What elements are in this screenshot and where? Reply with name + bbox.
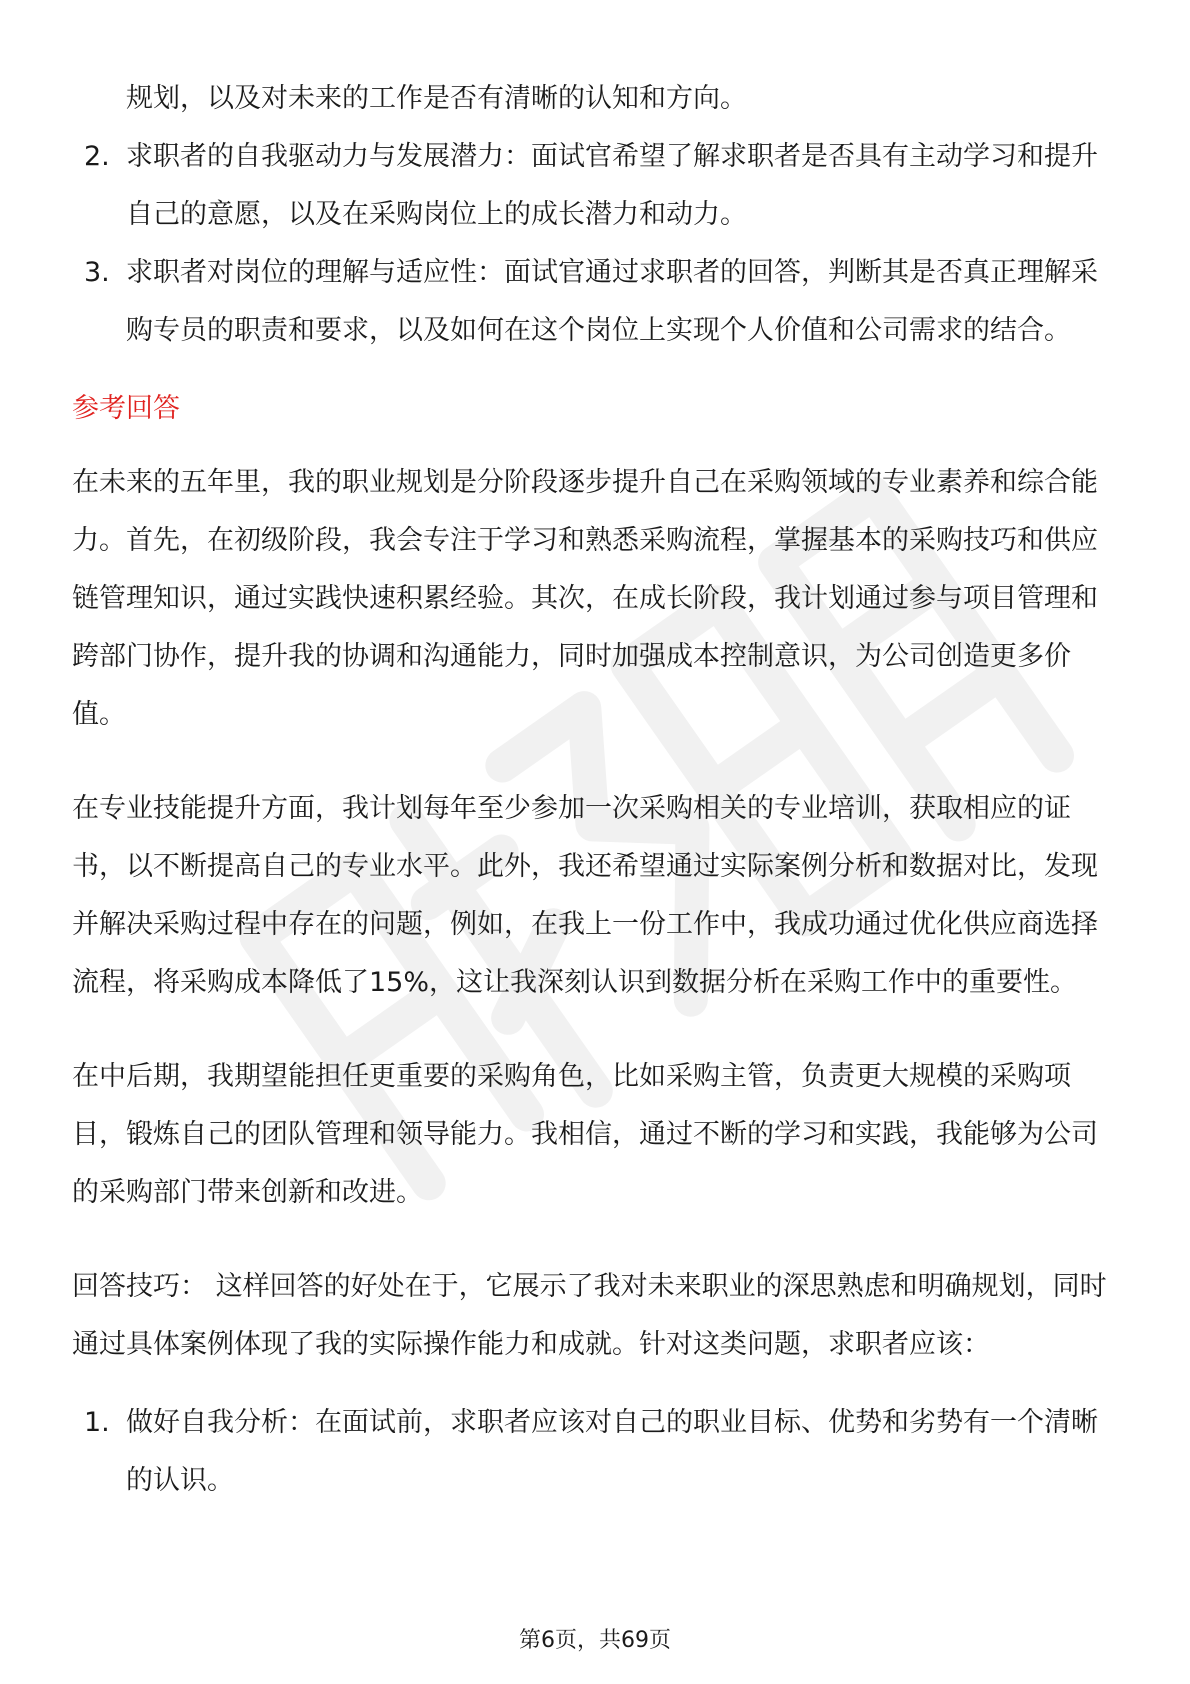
list-item-number: 1. xyxy=(84,1407,110,1438)
answer-paragraph: 在未来的五年里，我的职业规划是分阶段逐步提升自己在采购领域的专业素养和综合能力。首先，在初级阶段，我会专注于学习和熟悉采购流程，掌握基本的采购技巧和供应链管理知识，通过实践快速积累经验。其次，在成长阶段，我计划通过参与项目管理和跨部门协作，提升我的协调和沟通能力，同时加强成本控制意识，为公司创造更多价值。 xyxy=(72,467,1098,730)
list-item-text: 求职者对岗位的理解与适应性：面试官通过求职者的回答，判断其是否真正理解采购专员的职责和要求，以及如何在这个岗位上实现个人价值和公司需求的结合。 xyxy=(126,257,1098,346)
answer-tips-paragraph: 回答技巧： 这样回答的好处在于，它展示了我对未来职业的深思熟虑和明确规划，同时通过具体案例体现了我的实际操作能力和成就。针对这类问题，求职者应该： xyxy=(72,1271,1107,1360)
intent-list xyxy=(72,128,1112,360)
list-item-continuation: 规划，以及对未来的工作是否有清晰的认知和方向。 xyxy=(126,83,747,114)
page-footer: 第6页，共69页 xyxy=(519,1628,671,1653)
list-item xyxy=(72,1394,1112,1510)
page-content xyxy=(72,70,1112,1510)
answer-paragraph: 在专业技能提升方面，我计划每年至少参加一次采购相关的专业培训，获取相应的证书，以不断提高自己的专业水平。此外，我还希望通过实际案例分析和数据对比，发现并解决采购过程中存在的问题，例如，在我上一份工作中，我成功通过优化供应商选择流程，将采购成本降低了15%，这让我深刻认识到数据分析在采购工作中的重要性。 xyxy=(72,793,1098,998)
list-item-number: 3. xyxy=(84,257,110,288)
list-item-number: 2. xyxy=(84,141,110,172)
list-item-text: 求职者的自我驱动力与发展潜力：面试官希望了解求职者是否具有主动学习和提升自己的意愿，以及在采购岗位上的成长潜力和动力。 xyxy=(126,141,1098,230)
list-item xyxy=(72,128,1112,244)
tips-list xyxy=(72,1394,1112,1510)
list-item-text: 做好自我分析：在面试前，求职者应该对自己的职业目标、优势和劣势有一个清晰的认识。 xyxy=(126,1407,1098,1496)
list-item xyxy=(72,244,1112,360)
reference-answer-heading: 参考回答 xyxy=(72,393,180,424)
answer-paragraph: 在中后期，我期望能担任更重要的采购角色，比如采购主管，负责更大规模的采购项目，锻炼自己的团队管理和领导能力。我相信，通过不断的学习和实践，我能够为公司的采购部门带来创新和改进。 xyxy=(72,1061,1098,1208)
